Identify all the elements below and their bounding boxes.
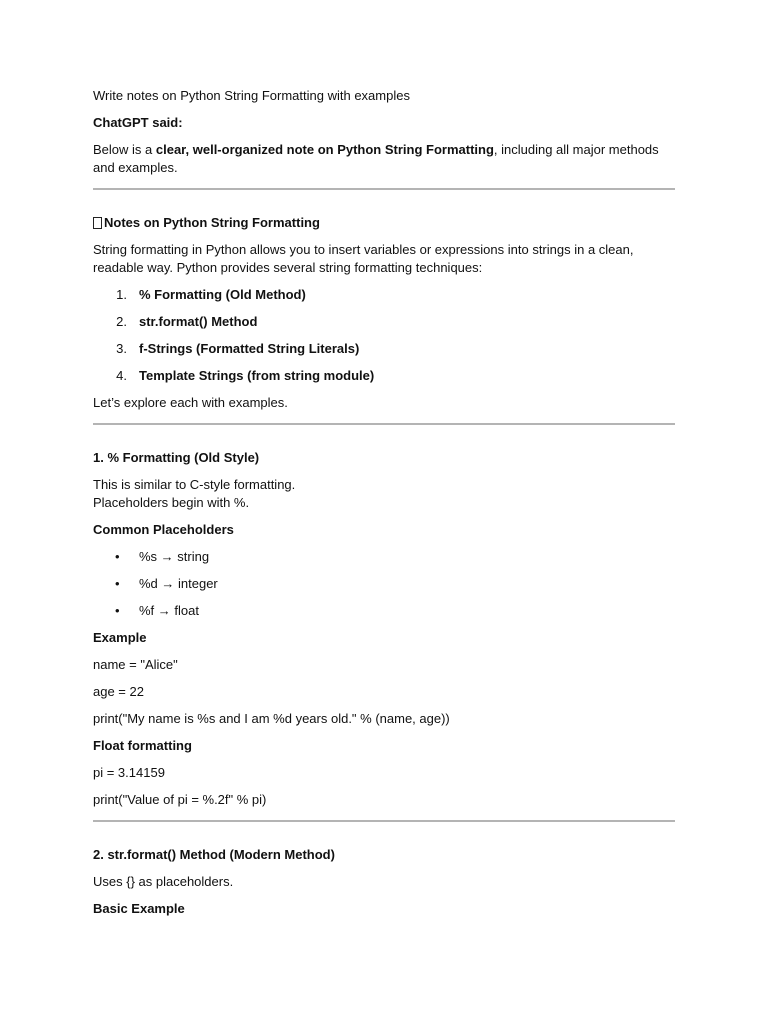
list-item (93, 602, 675, 620)
intro-bold: clear, well-organized note on Python String Formatting (155, 142, 494, 157)
divider (93, 423, 675, 425)
list-item (93, 340, 675, 358)
list-item (93, 286, 675, 304)
user-prompt: Write notes on Python String Formatting with examples (93, 88, 410, 103)
list-item-label: str.format() Method (139, 314, 258, 329)
list-item-label: %f → float (139, 603, 199, 618)
code-line: age = 22 (93, 684, 144, 699)
bullet-icon: • (115, 603, 120, 618)
intro-paragraph (93, 141, 675, 177)
code-line: print("My name is %s and I am %d years old." % (name, age)) (93, 711, 450, 726)
notes-title-text: Notes on Python String Formatting (104, 215, 320, 230)
code-line: pi = 3.14159 (93, 765, 165, 780)
list-number: 2. (116, 314, 127, 329)
list-number: 4. (116, 368, 127, 383)
divider (93, 820, 675, 822)
list-item-label: % Formatting (Old Method) (139, 287, 306, 302)
list-number: 1. (116, 287, 127, 302)
list-item (93, 367, 675, 385)
missing-glyph-icon (93, 217, 102, 229)
float-heading: Float formatting (93, 738, 192, 753)
notes-title (93, 214, 675, 232)
methods-list (93, 286, 675, 385)
placeholders-heading: Common Placeholders (93, 522, 234, 537)
list-number: 3. (116, 341, 127, 356)
list-item (93, 313, 675, 331)
explore-line: Let’s explore each with examples. (93, 395, 288, 410)
document-page (93, 87, 675, 918)
list-item (93, 575, 675, 593)
bullet-icon: • (115, 576, 120, 591)
divider (93, 188, 675, 190)
list-item (93, 548, 675, 566)
speaker-label: ChatGPT said: (93, 115, 183, 130)
list-item-label: Template Strings (from string module) (139, 368, 375, 383)
intro-prefix: Below is a (93, 142, 156, 157)
section2-heading: 2. str.format() Method (Modern Method) (93, 847, 335, 862)
basic-example-heading: Basic Example (93, 901, 185, 916)
list-item-label: %s → string (139, 549, 210, 564)
section1-heading: 1. % Formatting (Old Style) (93, 450, 260, 465)
description-paragraph: String formatting in Python allows you to insert variables or expressions into strings in a clean, readable way. Python provides several string formatting techniques: (93, 242, 634, 275)
section2-line1: Uses {} as placeholders. (93, 874, 234, 889)
intro-suffix: , including all major methods and examples. (93, 142, 659, 175)
bullet-icon: • (115, 549, 120, 564)
example-heading: Example (93, 630, 147, 645)
code-line: print("Value of pi = %.2f" % pi) (93, 792, 267, 807)
code-line: name = "Alice" (93, 657, 178, 672)
section1-line1: This is similar to C-style formatting. (93, 477, 296, 492)
list-item-label: %d → integer (139, 576, 218, 591)
list-item-label: f-Strings (Formatted String Literals) (139, 341, 360, 356)
section1-line2: Placeholders begin with %. (93, 495, 250, 510)
placeholders-list (93, 548, 675, 620)
